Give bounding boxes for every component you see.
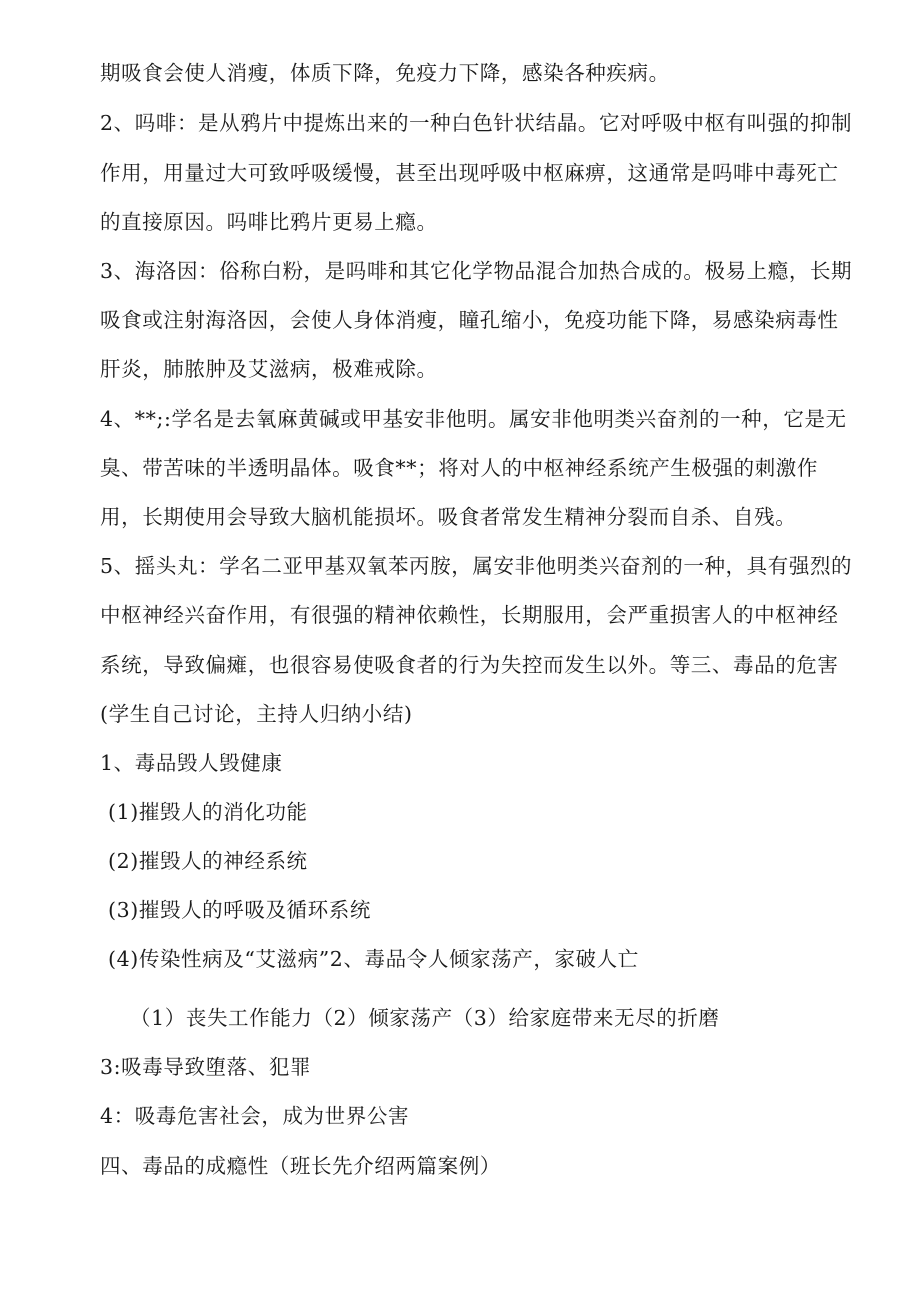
text-line: 3:吸毒导致堕落、犯罪 xyxy=(100,1055,312,1079)
list-item: (4)传染性病及“艾滋病”2、毒品令人倾家荡产，家破人亡 xyxy=(108,947,639,971)
section-heading: 四、毒品的成瘾性（班长先介绍两篇案例） xyxy=(100,1154,501,1178)
list-item: (2)摧毁人的神经系统 xyxy=(108,849,308,873)
text-line: 3、海洛因：俗称白粉，是吗啡和其它化学物品混合加热合成的。极易上瘾，长期 xyxy=(100,259,853,283)
text-line: 臭、带苦味的半透明晶体。吸食**；将对人的中枢神经系统产生极强的刺激作 xyxy=(100,456,818,480)
text-line: 中枢神经兴奋作用，有很强的精神依赖性，长期服用，会严重损害人的中枢神经 xyxy=(100,603,839,627)
text-line: 系统，导致偏瘫，也很容易使吸食者的行为失控而发生以外。等三、毒品的危害 xyxy=(100,653,839,677)
list-item: (1)摧毁人的消化功能 xyxy=(108,800,308,824)
text-line: 作用，用量过大可致呼吸缓慢，甚至出现呼吸中枢麻痹，这通常是吗啡中毒死亡 xyxy=(100,161,839,185)
text-line: 的直接原因。吗啡比鸦片更易上瘾。 xyxy=(100,210,438,234)
text-line: (学生自己讨论，主持人归纳小结) xyxy=(100,702,413,726)
text-line: 期吸食会使人消瘦，体质下降，免疫力下降，感染各种疾病。 xyxy=(100,61,670,85)
list-item: (3)摧毁人的呼吸及循环系统 xyxy=(108,898,371,922)
text-line: 用，长期使用会导致大脑机能损坏。吸食者常发生精神分裂而自杀、自残。 xyxy=(100,505,797,529)
text-line: 2、吗啡：是从鸦片中提炼出来的一种白色针状结晶。它对呼吸中枢有叫强的抑制 xyxy=(100,111,853,135)
text-line: 4：吸毒危害社会，成为世界公害 xyxy=(100,1104,410,1128)
text-line: 5、摇头丸：学名二亚甲基双氧苯丙胺，属安非他明类兴奋剂的一种，具有强烈的 xyxy=(100,554,853,578)
list-item: （1）丧失工作能力（2）倾家荡产（3）给家庭带来无尽的折磨 xyxy=(130,1006,720,1030)
text-line: 吸食或注射海洛因，会使人身体消瘦，瞳孔缩小，免疫功能下降，易感染病毒性 xyxy=(100,308,839,332)
text-line: 肝炎，肺脓肿及艾滋病，极难戒除。 xyxy=(100,357,438,381)
section-heading: 1、毒品毁人毁健康 xyxy=(100,751,283,775)
text-line: 4、**;:学名是去氧麻黄碱或甲基安非他明。属安非他明类兴奋剂的一种，它是无 xyxy=(100,407,847,431)
